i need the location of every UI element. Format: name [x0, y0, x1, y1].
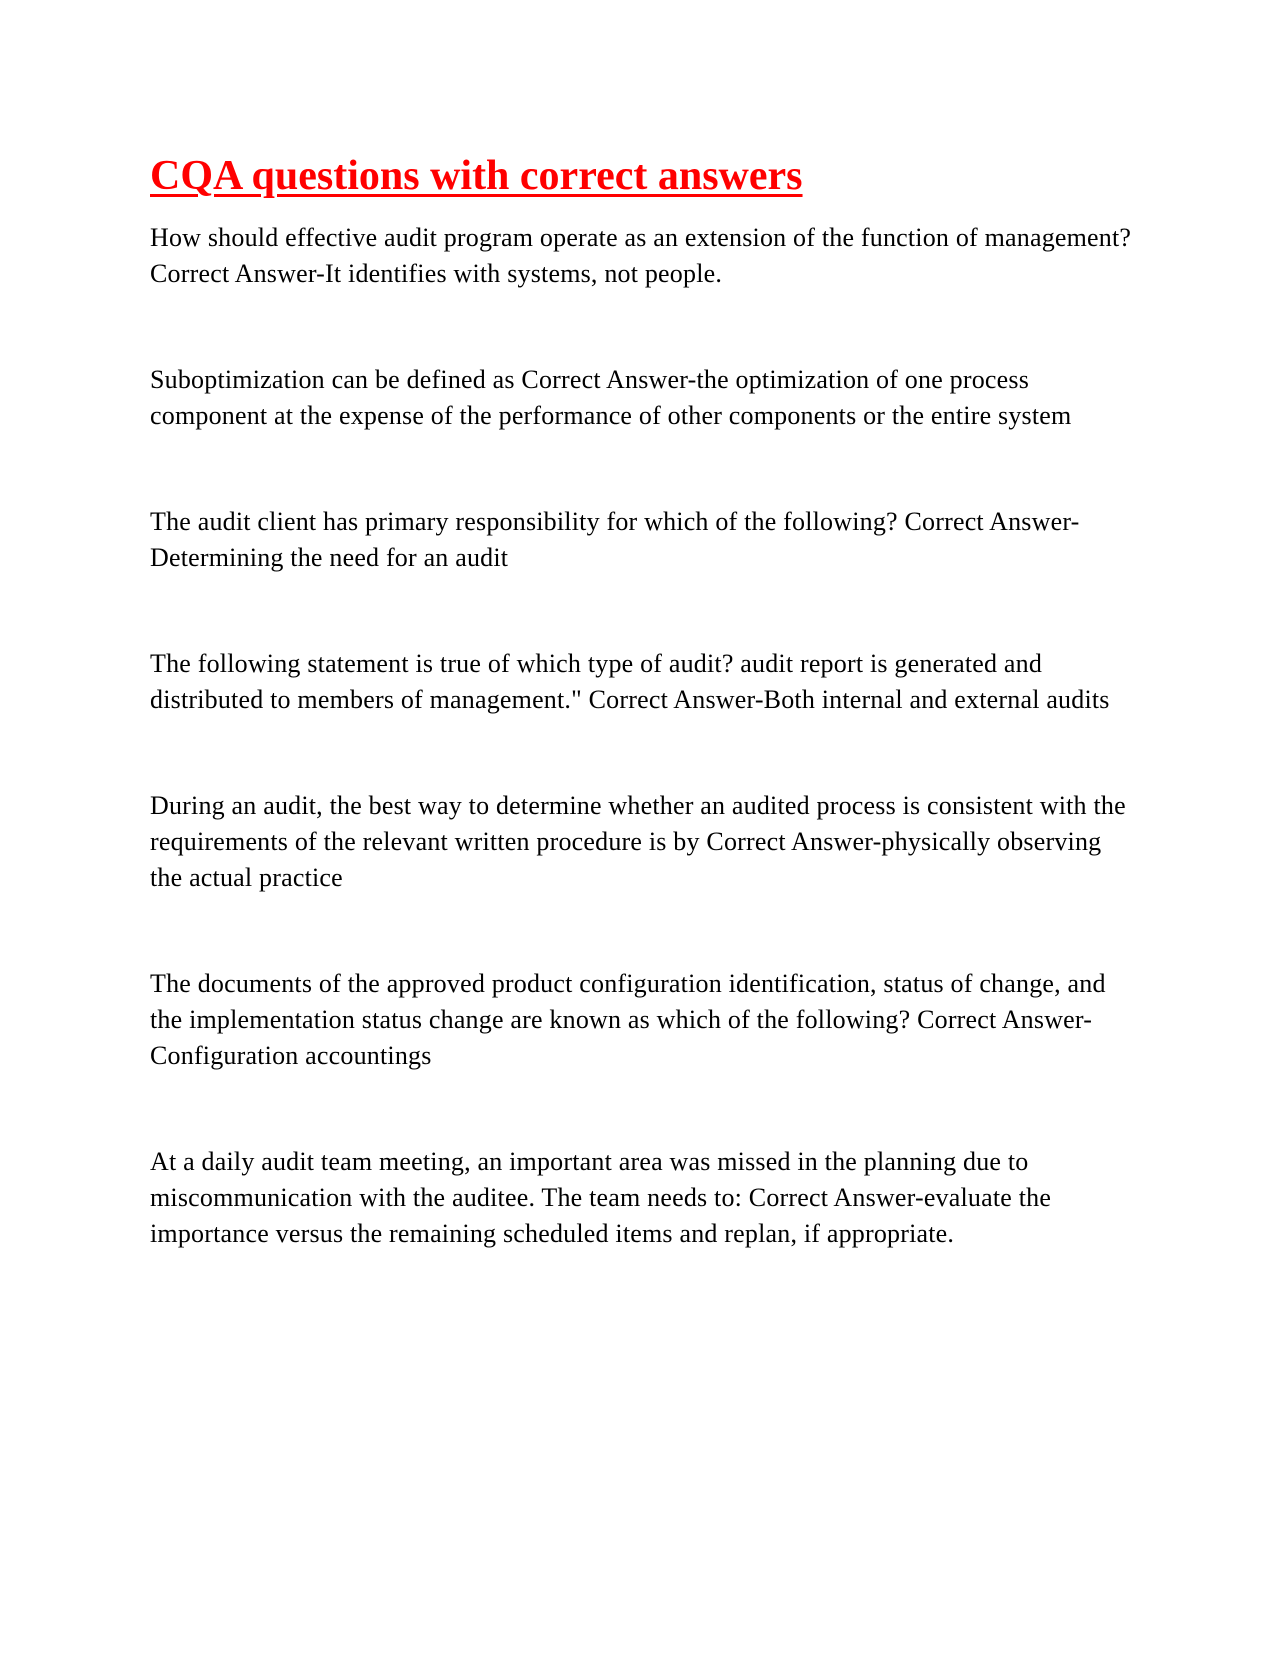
document-title: CQA questions with correct answers [150, 153, 803, 199]
qa-item: During an audit, the best way to determine whether an audited process is consistent with the requirements of the relevant written procedure is by Correct Answer-physically observing the actual practice [150, 791, 1126, 892]
document-content [150, 150, 1135, 1322]
qa-item: How should effective audit program operate as an extension of the function of management? Correct Answer-It identifies with systems, not people. [150, 223, 1132, 288]
qa-item: The following statement is true of which type of audit? audit report is generated and distributed to members of management." Correct Answer-Both internal and external audits [150, 649, 1110, 714]
qa-item: At a daily audit team meeting, an important area was missed in the planning due to miscommunication with the auditee. The team needs to: Correct Answer-evaluate the importance versus the remaining scheduled items and replan, if appropriate. [150, 1147, 1052, 1248]
qa-item: The audit client has primary responsibility for which of the following? Correct Answer-Determining the need for an audit [150, 507, 1080, 572]
qa-item: Suboptimization can be defined as Correct Answer-the optimization of one process component at the expense of the performance of other components or the entire system [150, 365, 1072, 430]
qa-item: The documents of the approved product configuration identification, status of change, and the implementation status change are known as which of the following? Correct Answer-Configuration accountings [150, 969, 1106, 1070]
